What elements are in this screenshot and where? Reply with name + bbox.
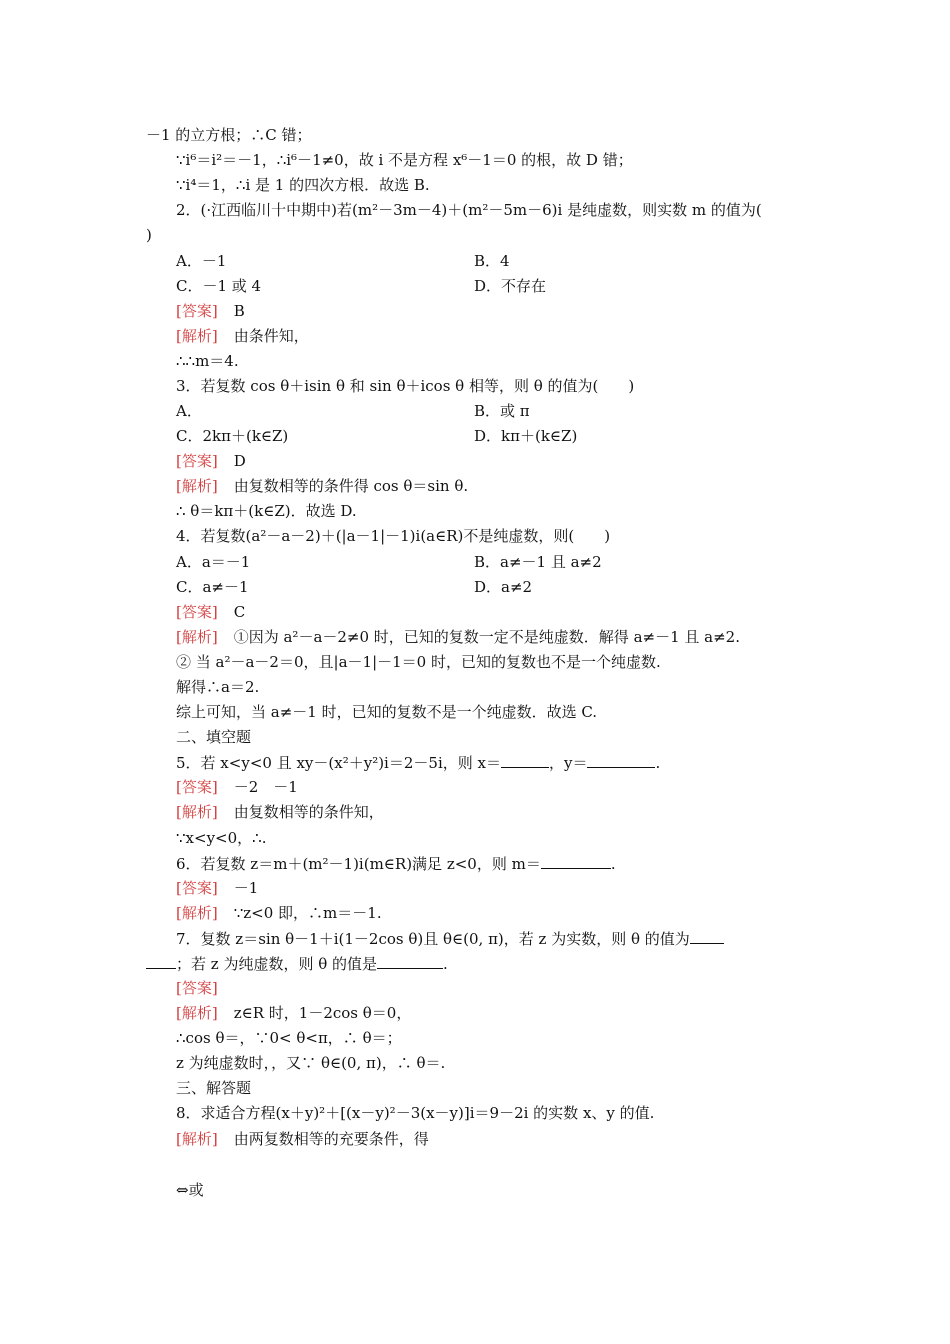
analysis-tag: [解析] [176, 1130, 218, 1148]
answer-tag: [答案] [176, 603, 218, 621]
text-line: ∵i⁶＝i²＝－1，∴i⁶－1≠0，故 i 不是方程 x⁶－1＝0 的根，故 D 错； [176, 151, 633, 169]
answer-line: [答案] C [176, 603, 246, 621]
choice-a: A．－1 [176, 252, 227, 270]
analysis-tag: [解析] [176, 477, 218, 495]
answer-tag: [答案] [176, 879, 218, 897]
answer-line: [答案] D [176, 452, 246, 470]
analysis-line: [解析] z∈R 时，1－2cos θ＝0， [176, 1004, 412, 1022]
choice-b: B．4 [474, 252, 510, 270]
answer-line: [答案] B [176, 302, 245, 320]
question-2: 2．(·江西临川十中期中)若(m²－3m－4)＋(m²－5m－6)i 是纯虚数，则实数 m 的值为( [176, 201, 762, 219]
question-7: 7．复数 z＝sin θ－1＋i(1－2cos θ)且 θ∈(0, π)，若 z 为实数，则 θ 的值为 [176, 928, 724, 948]
question-4: 4．若复数(a²－a－2)＋(|a－1|－1)i(a∈R)不是纯虚数，则( ) [176, 527, 611, 545]
text-line: ⇔或 [176, 1181, 204, 1199]
text-line: ② 当 a²－a－2＝0，且|a－1|－1＝0 时，已知的复数也不是一个纯虚数. [176, 653, 661, 671]
text-line: ∵x<y<0，∴. [176, 829, 267, 847]
analysis-tag: [解析] [176, 327, 218, 345]
text-line: ；若 z 为纯虚数，则 θ 的值是 . [146, 953, 448, 973]
text-line: z 为纯虚数时，，又∵ θ∈(0, π)，∴ θ＝. [176, 1054, 446, 1072]
answer-blank [541, 853, 611, 869]
answer-line: [答案] －1 [176, 879, 259, 897]
analysis-line: [解析] 由两复数相等的充要条件，得 [176, 1130, 429, 1148]
analysis-line: [解析] 由复数相等的条件知， [176, 803, 384, 821]
answer-blank [377, 953, 443, 969]
text-line: ∴cos θ＝，∵0< θ<π，∴ θ＝； [176, 1029, 402, 1047]
text-line: 综上可知，当 a≠－1 时，已知的复数不是一个纯虚数．故选 C. [176, 703, 598, 721]
answer-tag: [答案] [176, 452, 218, 470]
choice-a: A． [176, 402, 202, 420]
analysis-tag: [解析] [176, 803, 218, 821]
choice-a: A．a＝－1 [176, 553, 251, 571]
text-line: ) [146, 226, 152, 244]
text-line: 解得∴a＝2. [176, 678, 260, 696]
answer-blank [146, 953, 176, 969]
answer-tag: [答案] [176, 979, 218, 997]
choice-b: B．或 π [474, 402, 530, 420]
analysis-line: [解析] ①因为 a²－a－2≠0 时，已知的复数一定不是纯虚数．解得 a≠－1 且 a≠2. [176, 628, 740, 646]
choice-c: C．2kπ＋(k∈Z) [176, 427, 289, 445]
choice-d: D．kπ＋(k∈Z) [474, 427, 578, 445]
answer-line: [答案] －2 －1 [176, 778, 298, 796]
analysis-tag: [解析] [176, 628, 218, 646]
text-line: ∴∴m＝4. [176, 352, 239, 370]
analysis-tag: [解析] [176, 1004, 218, 1022]
section-heading: 三、解答题 [176, 1079, 252, 1097]
analysis-line: [解析] 由复数相等的条件得 cos θ＝sin θ. [176, 477, 469, 495]
choice-c: C．a≠－1 [176, 578, 249, 596]
analysis-tag: [解析] [176, 904, 218, 922]
answer-blank [587, 752, 655, 768]
text-line: －1 的立方根；∴C 错； [146, 126, 312, 144]
answer-line [176, 978, 234, 998]
choice-b: B．a≠－1 且 a≠2 [474, 553, 602, 571]
choice-c: C．－1 或 4 [176, 277, 262, 295]
question-3: 3．若复数 cos θ＋isin θ 和 sin θ＋icos θ 相等，则 θ 的值为( ) [176, 377, 635, 395]
answer-tag: [答案] [176, 302, 218, 320]
question-5: 5．若 x<y<0 且 xy－(x²＋y²)i＝2－5i，则 x＝ ，y＝ . [176, 754, 661, 772]
question-8: 8．求适合方程(x＋y)²＋[(x－y)²－3(x－y)]i＝9－2i 的实数 x、y 的值. [176, 1104, 655, 1122]
text-line: ∵i⁴＝1，∴i 是 1 的四次方根．故选 B. [176, 176, 430, 194]
answer-blank [690, 928, 724, 944]
analysis-line: [解析] 由条件知， [176, 327, 309, 345]
answer-blank [501, 752, 549, 768]
answer-tag: [答案] [176, 778, 218, 796]
choice-d: D．不存在 [474, 277, 547, 295]
choice-d: D．a≠2 [474, 578, 533, 596]
question-6: 6．若复数 z＝m＋(m²－1)i(m∈R)满足 z<0，则 m＝ . [176, 855, 616, 873]
analysis-line: [解析] ∵z<0 即，∴m＝－1. [176, 904, 382, 922]
text-line: ∴ θ＝kπ＋(k∈Z)．故选 D. [176, 502, 357, 520]
section-heading: 二、填空题 [176, 728, 252, 746]
